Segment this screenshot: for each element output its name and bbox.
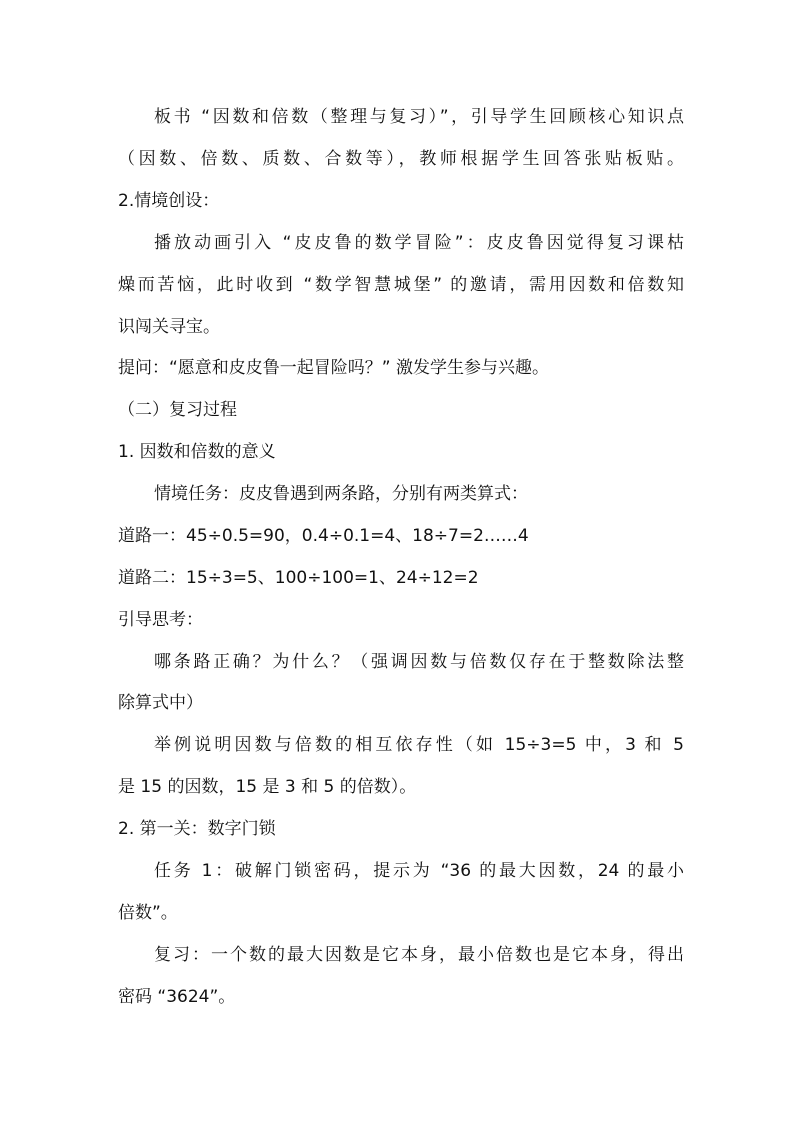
paragraph-line: 提问：“愿意和皮皮鲁一起冒险吗？” 激发学生参与兴趣。 [118,358,550,378]
paragraph-line: 识闯关寻宝。 [118,317,220,337]
paragraph-line: 是 15 的因数，15 是 3 和 5 的倍数）。 [118,777,417,797]
paragraph-line: 情境任务：皮皮鲁遇到两条路，分别有两类算式： [154,484,528,504]
section-heading: 2. 第一关：数字门锁 [118,819,276,839]
paragraph-line: 举例说明因数与倍数的相互依存性（如 15÷3=5 中，3 和 5 [154,735,684,755]
section-heading: 1. 因数和倍数的意义 [118,442,276,462]
paragraph-line: 哪条路正确？为什么？（强调因数与倍数仅存在于整数除法整 [154,652,684,672]
section-heading: 2.情境创设： [118,191,220,211]
paragraph-line: （因数、倍数、质数、合数等），教师根据学生回答张贴板贴。 [118,149,684,169]
paragraph-line: 任务 1：破解门锁密码，提示为 “36 的最大因数，24 的最小 [154,861,684,881]
paragraph-line: 板书 “因数和倍数（整理与复习）”，引导学生回顾核心知识点 [154,107,684,127]
paragraph-line: 燥而苦恼，此时收到 “数学智慧城堡” 的邀请，需用因数和倍数知 [118,275,684,295]
paragraph-line: 倍数”。 [118,903,178,923]
paragraph-line: 播放动画引入 “皮皮鲁的数学冒险”：皮皮鲁因觉得复习课枯 [154,233,684,253]
section-heading: （二）复习过程 [118,400,237,420]
paragraph-line: 除算式中） [118,693,203,713]
equation-line: 道路一：45÷0.5=90，0.4÷0.1=4、18÷7=2……4 [118,526,529,546]
equation-line: 道路二：15÷3=5、100÷100=1、24÷12=2 [118,568,479,588]
paragraph-line: 复习：一个数的最大因数是它本身，最小倍数也是它本身，得出 [154,945,684,965]
paragraph-line: 密码 “3624”。 [118,987,236,1007]
paragraph-line: 引导思考： [118,610,203,630]
